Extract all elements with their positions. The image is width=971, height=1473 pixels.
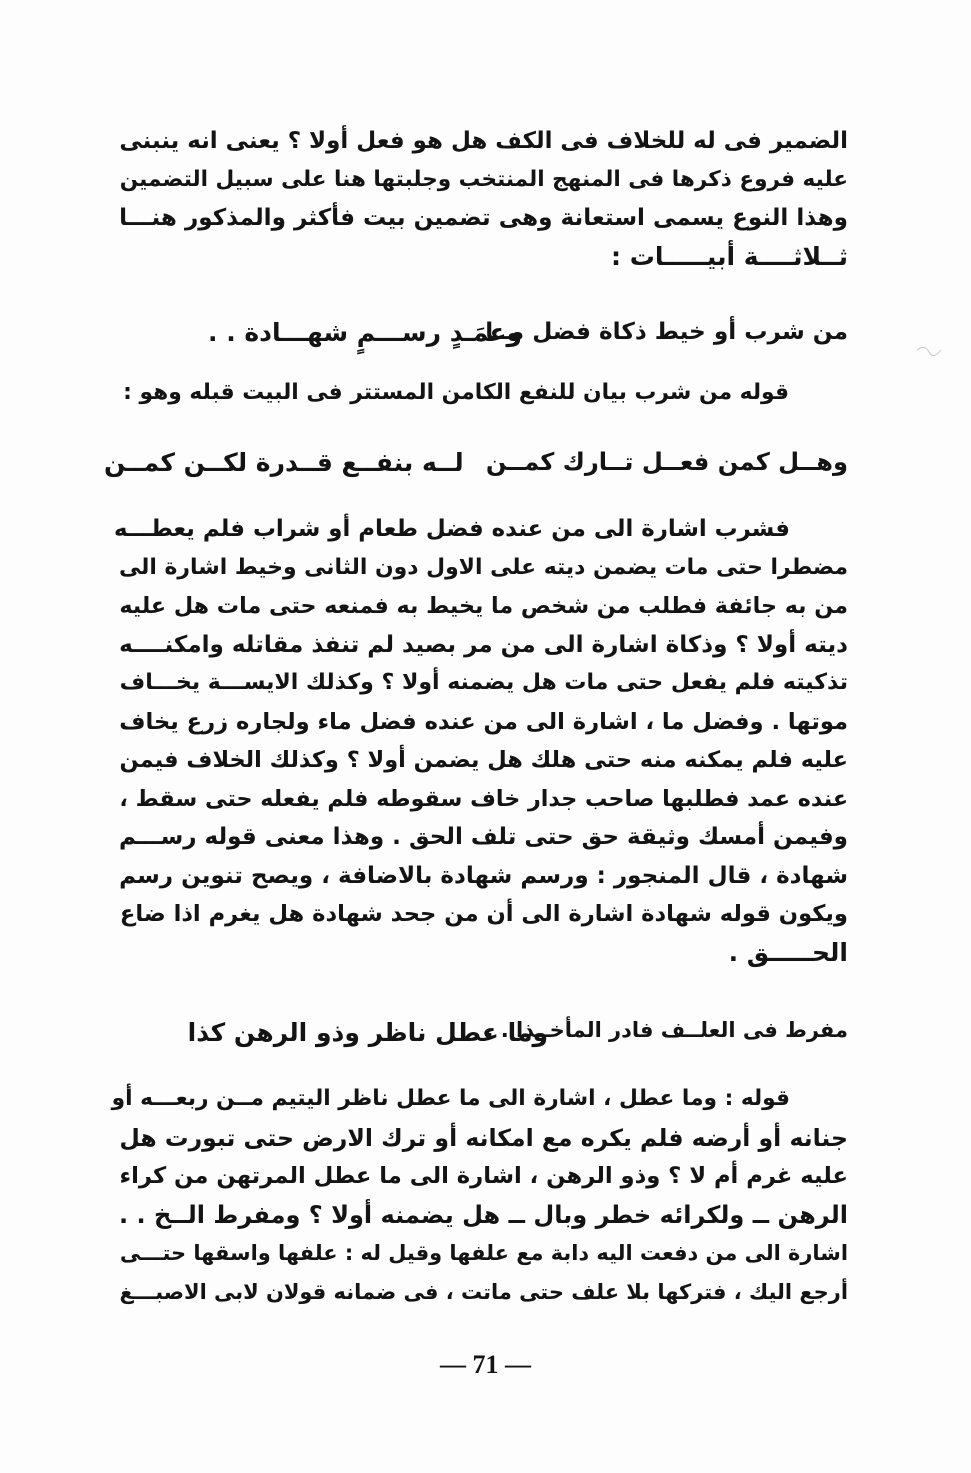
paragraph-2-line: تذكيته فلم يفعل حتى مات هل يضمنه أولا ؟ وكذلك الايســـة يخـــاف — [119, 670, 848, 695]
verse-3-first-hemistich: وما عطل ناظر وذو الرهن كذا — [187, 1018, 548, 1047]
paragraph-3-line: جنانه أو أرضه فلم يكره مع امكانه أو ترك الارض حتى تبورت هل — [119, 1123, 848, 1152]
paragraph-2-line: موتها . وفضل ما ، اشارة الى من عنده فضل ماء ولجاره زرع يخاف — [119, 708, 848, 735]
paragraph-3-line: عليه غرم أم لا ؟ وذو الرهن ، اشارة الى ما عطل المرتهن من كراء — [119, 1163, 848, 1189]
paragraph-2-line: من به جائفة فطلب من شخص ما يخيط به فمنعه حتى مات هل عليه — [119, 593, 848, 619]
verse-3-second-hemistich: مفرط فى العلــف فادر المأخــذا . . — [485, 1018, 848, 1042]
intro-line: قوله من شرب بيان للنفع الكامن المستتر فى البيت قبله وهو : — [123, 380, 789, 405]
verse-2 — [104, 448, 848, 488]
paragraph-2-line: فشرب اشارة الى من عنده فضل طعام أو شراب فلم يعطـــه — [113, 516, 790, 542]
paragraph-1-line: ثــلاثــــة أبيـــــات : — [611, 241, 848, 271]
paragraph-2-line: ويكون قوله شهادة اشارة الى أن من جحد شهادة هل يغرم اذا ضاع — [119, 901, 848, 927]
verse-1 — [104, 318, 848, 358]
paragraph-3 — [104, 1080, 848, 1311]
verse-1-second-hemistich: وعمَـدٍ رســـمٍ شهـــادة . . — [208, 318, 523, 347]
paragraph-3-line: الرهن ــ ولكرائه خطر وبال ــ هل يضمنه أولا ؟ ومفرط الــخ . . — [119, 1200, 848, 1229]
paragraph-2-line: عنده عمد فطلبها صاحب جدار خاف سقوطه فلم يفعله حتى سقط ، — [119, 785, 848, 812]
verse-1-first-hemistich: من شرب أو خيط ذكاة فضل مــا — [485, 318, 848, 345]
paragraph-2-line: شهادة ، قال المنجور : ورسم شهادة بالاضافة ، ويصح تنوين رسم — [119, 862, 848, 889]
paragraph-2 — [104, 510, 848, 972]
paragraph-3-line: أرجع اليك ، فتركها بلا علف حتى ماتت ، فى ضمانه قولان لابى الاصبـــغ — [119, 1279, 848, 1304]
paragraph-3-line: قوله : وما عطل ، اشارة الى ما عطل ناظر اليتيم مــن ربعـــه أو — [111, 1086, 790, 1111]
paragraph-2-line: ديته أولا ؟ وذكاة اشارة الى من مر بصيد لم تنفذ مقاتله وامكنــــه — [119, 631, 848, 658]
paragraph-1-line: الضمير فى له للخلاف فى الكف هل هو فعل أولا ؟ يعنى انه ينبنى — [119, 128, 848, 154]
paragraph-2-line: عليه فلم يمكنه منه حتى هلك هل يضمن أولا ؟ وكذلك الخلاف فيمن — [119, 747, 848, 773]
verse-3 — [104, 1018, 848, 1058]
verse-2-second-hemistich: لــه بنفــع قــدرة لكــن كمــن — [104, 448, 464, 477]
page-number: — 71 — — [440, 1350, 531, 1379]
paragraph-1-line: وهذا النوع يسمى استعانة وهى تضمين بيت فأكثر والمذكور هنـــا — [119, 205, 848, 231]
verse-2-first-hemistich: وهــل كمن فعــل تــارك كمــن — [485, 448, 848, 476]
paragraph-2-line: الحـــــق . — [728, 937, 848, 967]
paragraph-2-line: وفيمن أمسك وثيقة حق حتى تلف الحق . وهذا معنى قوله رســـم — [118, 824, 848, 850]
paragraph-1 — [104, 122, 848, 276]
paragraph-3-line: اشارة الى من دفعت اليه دابة مع علفها وقيل له : علفها واسقها حتـــى — [119, 1241, 848, 1265]
paragraph-1-line: عليه فروع ذكرها فى المنهج المنتخب وجلبتها هنا على سبيل التضمين — [119, 166, 848, 192]
paragraph-2-line: مضطرا حتى مات يضمن ديته على الاول دون الثانى وخيط اشارة الى — [119, 554, 848, 580]
scan-mark-icon — [915, 340, 955, 360]
